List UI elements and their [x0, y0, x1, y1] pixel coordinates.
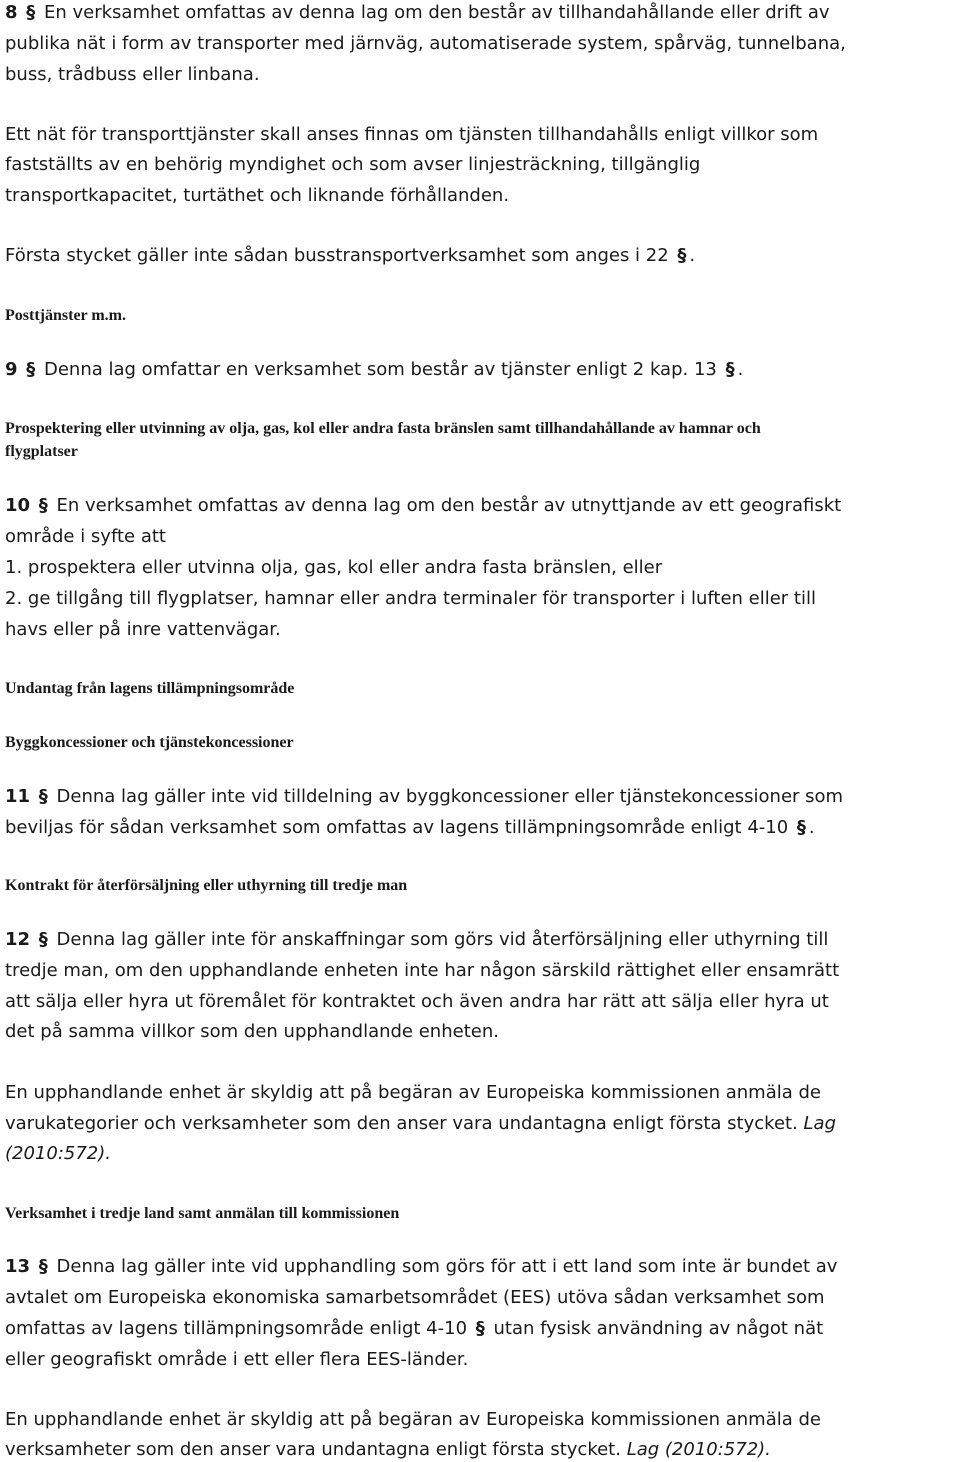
- section-13-line-3: omfattas av lagens tillämpningsområde enligt 4-10 § utan fysisk användning av något nät: [5, 1318, 824, 1339]
- section-heading: Prospektering eller utvinning av olja, gas, kol eller andra fasta bränslen samt tillhandahållande av hamnar och: [5, 420, 761, 437]
- section-sign-icon: §: [38, 786, 48, 807]
- paragraph-line: En upphandlande enhet är skyldig att på begäran av Europeiska kommissionen anmäla de: [5, 1082, 821, 1103]
- section-8-line-2: publika nät i form av transporter med järnväg, automatiserade system, spårväg, tunnelbana,: [5, 33, 846, 54]
- section-sign-icon: §: [38, 929, 48, 950]
- section-sign-icon: §: [725, 359, 735, 380]
- section-12-line-1: 12 § Denna lag gäller inte för anskaffningar som görs vid återförsäljning eller uthyrning till: [5, 929, 829, 950]
- section-10-line-1: 10 § En verksamhet omfattas av denna lag om den består av utnyttjande av ett geografiskt: [5, 495, 842, 516]
- section-heading: Posttjänster m.m.: [5, 307, 127, 324]
- section-sign-icon: §: [26, 2, 36, 23]
- section-sign-icon: §: [475, 1318, 485, 1339]
- section-8-line-1: [5, 2, 830, 24]
- law-reference: Lag (2010:572).: [626, 1439, 771, 1460]
- section-13-line-2: avtalet om Europeiska ekonomiska samarbetsområdet (EES) utöva sådan verksamhet som: [5, 1287, 825, 1308]
- section-sign-icon: §: [796, 817, 806, 838]
- paragraph-line: fastställts av en behörig myndighet och som avser linjesträckning, tillgänglig: [5, 154, 701, 175]
- section-heading: Verksamhet i tredje land samt anmälan till kommissionen: [5, 1205, 400, 1222]
- section-11-line-1: 11 § Denna lag gäller inte vid tilldelning av byggkoncessioner eller tjänstekoncessioner som: [5, 786, 844, 807]
- section-number: 12: [5, 929, 31, 950]
- section-10-line-2: område i syfte att: [5, 526, 166, 547]
- section-9-line: 9 § Denna lag omfattar en verksamhet som består av tjänster enligt 2 kap. 13 § .: [5, 359, 744, 380]
- section-sign-icon: §: [26, 359, 36, 380]
- section-number: 8: [5, 2, 18, 23]
- section-sign-icon: §: [677, 245, 687, 266]
- list-item: 1. prospektera eller utvinna olja, gas, kol eller andra fasta bränslen, eller: [5, 557, 663, 578]
- section-13-line-1: 13 § Denna lag gäller inte vid upphandling som görs för att i ett land som inte är bundet av: [5, 1256, 838, 1277]
- section-number: 9: [5, 359, 18, 380]
- law-reference: (2010:572).: [5, 1143, 111, 1164]
- section-number: 10: [5, 495, 31, 516]
- paragraph-line: varukategorier och verksamheter som den anser vara undantagna enligt första stycket. Lag: [5, 1113, 837, 1134]
- section-11-line-2: beviljas för sådan verksamhet som omfattas av lagens tillämpningsområde enligt 4-10 § .: [5, 817, 815, 838]
- paragraph-line: Första stycket gäller inte sådan busstransportverksamhet som anges i 22 § .: [5, 245, 696, 266]
- section-12-line-4: det på samma villkor som den upphandlande enheten.: [5, 1021, 499, 1042]
- section-sign-icon: §: [38, 1256, 48, 1277]
- section-heading: flygplatser: [5, 443, 78, 460]
- list-item: 2. ge tillgång till flygplatser, hamnar eller andra terminaler för transporter i luften eller till: [5, 588, 816, 609]
- paragraph-line: verksamheter som den anser vara undantagna enligt första stycket. Lag (2010:572).: [5, 1439, 771, 1460]
- section-heading: Kontrakt för återförsäljning eller uthyrning till tredje man: [5, 877, 408, 894]
- law-reference: Lag: [803, 1113, 837, 1134]
- section-12-line-2: tredje man, om den upphandlande enheten inte har någon särskild rättighet eller ensamrätt: [5, 960, 840, 981]
- section-13-line-4: eller geografiskt område i ett eller flera EES-länder.: [5, 1349, 469, 1370]
- paragraph-line: transportkapacitet, turtäthet och liknande förhållanden.: [5, 185, 510, 206]
- paragraph-line: Ett nät för transporttjänster skall anses finnas om tjänsten tillhandahålls enligt villkor som: [5, 124, 819, 145]
- section-heading: Byggkoncessioner och tjänstekoncessioner: [5, 734, 294, 751]
- section-text: En verksamhet omfattas av denna lag om den består av tillhandahållande eller drift av: [44, 2, 830, 23]
- section-10-line-5: havs eller på inre vattenvägar.: [5, 619, 281, 640]
- paragraph-line: En upphandlande enhet är skyldig att på begäran av Europeiska kommissionen anmäla de: [5, 1409, 821, 1430]
- section-sign-icon: §: [38, 495, 48, 516]
- section-8-line-3: buss, trådbuss eller linbana.: [5, 64, 260, 85]
- section-12-line-3: att sälja eller hyra ut föremålet för kontraktet och även andra har rätt att sälja eller hyra ut: [5, 991, 829, 1012]
- section-number: 11: [5, 786, 31, 807]
- section-number: 13: [5, 1256, 31, 1277]
- section-heading: Undantag från lagens tillämpningsområde: [5, 680, 295, 697]
